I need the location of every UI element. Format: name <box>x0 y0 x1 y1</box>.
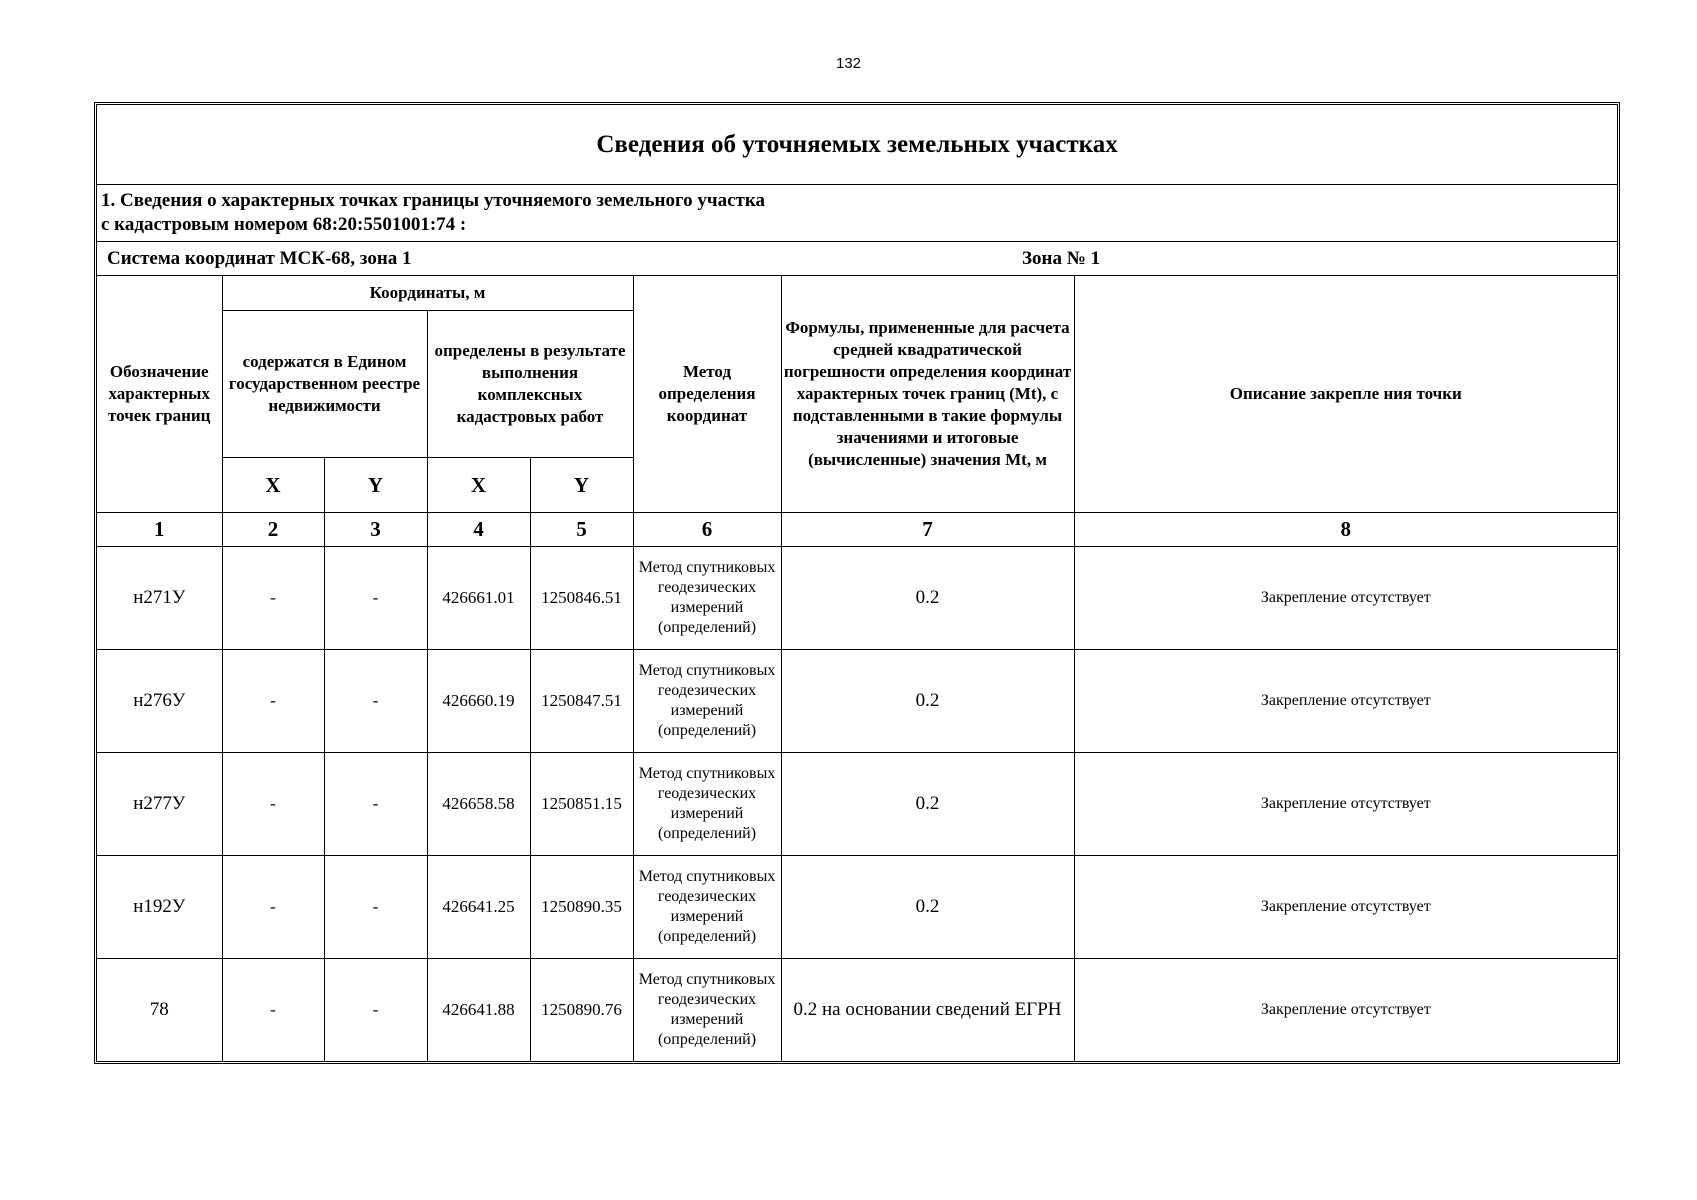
point-id: н277У <box>97 753 222 856</box>
fixation-description: Закрепление отсутствует <box>1074 547 1617 650</box>
mt-value: 0.2 <box>781 547 1074 650</box>
fixation-description: Закрепление отсутствует <box>1074 650 1617 753</box>
zone-label: Зона № 1 <box>1022 247 1101 269</box>
coordinate-system-row <box>97 242 1617 276</box>
section-heading <box>97 185 1617 242</box>
table-row <box>97 650 1617 753</box>
coord-x: 426661.01 <box>427 547 530 650</box>
point-id: н271У <box>97 547 222 650</box>
table-row <box>97 547 1617 650</box>
fixation-description: Закрепление отсутствует <box>1074 959 1617 1062</box>
coord-x: 426660.19 <box>427 650 530 753</box>
mt-value: 0.2 <box>781 753 1074 856</box>
method: Метод спутниковых геодезических измерений (определений) <box>633 547 781 650</box>
parcel-points-table <box>97 105 1617 1061</box>
egrn-x: - <box>222 753 324 856</box>
egrn-x: - <box>222 959 324 1062</box>
egrn-x: - <box>222 856 324 959</box>
column-number: 8 <box>1074 513 1617 547</box>
section-heading-line2: с кадастровым номером 68:20:5501001:74 : <box>101 214 467 235</box>
egrn-x: - <box>222 650 324 753</box>
column-number: 6 <box>633 513 781 547</box>
point-id: 78 <box>97 959 222 1062</box>
column-number: 3 <box>324 513 427 547</box>
egrn-y: - <box>324 856 427 959</box>
header-formulas: Формулы, примененные для расчета средней квадратической погрешности определения координат характерных точек границ (Mt), с подставленными в такие формулы значениями и итоговые (вычисленные) значения Mt, м <box>781 276 1074 513</box>
mt-value: 0.2 <box>781 856 1074 959</box>
egrn-y: - <box>324 753 427 856</box>
coord-y: 1250846.51 <box>530 547 633 650</box>
egrn-x: - <box>222 547 324 650</box>
column-number: 7 <box>781 513 1074 547</box>
method: Метод спутниковых геодезических измерений (определений) <box>633 753 781 856</box>
fixation-description: Закрепление отсутствует <box>1074 856 1617 959</box>
egrn-y: - <box>324 650 427 753</box>
method: Метод спутниковых геодезических измерений (определений) <box>633 959 781 1062</box>
coordinate-system: Система координат МСК-68, зона 1 <box>107 247 412 269</box>
method: Метод спутниковых геодезических измерений (определений) <box>633 650 781 753</box>
document-frame <box>94 102 1620 1064</box>
point-id: н276У <box>97 650 222 753</box>
column-number: 2 <box>222 513 324 547</box>
header-description: Описание закрепле ния точки <box>1074 276 1617 513</box>
coord-x: 426641.25 <box>427 856 530 959</box>
header-determined: определены в результате выполнения комплексных кадастровых работ <box>427 311 633 458</box>
column-number: 5 <box>530 513 633 547</box>
table-row <box>97 959 1617 1062</box>
coord-y: 1250890.35 <box>530 856 633 959</box>
header-point-designation: Обозначение характерных точек границ <box>97 276 222 513</box>
header-egrn-y: Y <box>324 458 427 513</box>
mt-value: 0.2 на основании сведений ЕГРН <box>781 959 1074 1062</box>
column-numbers-row <box>97 513 1617 547</box>
header-egrn-x: X <box>222 458 324 513</box>
coord-y: 1250847.51 <box>530 650 633 753</box>
header-coordinates: Координаты, м <box>222 276 633 311</box>
header-determined-y: Y <box>530 458 633 513</box>
header-method: Метод определения координат <box>633 276 781 513</box>
coord-y: 1250851.15 <box>530 753 633 856</box>
fixation-description: Закрепление отсутствует <box>1074 753 1617 856</box>
header-in-egrn: содержатся в Едином государственном реестре недвижимости <box>222 311 427 458</box>
page-number: 132 <box>835 55 862 72</box>
column-number: 4 <box>427 513 530 547</box>
coord-x: 426641.88 <box>427 959 530 1062</box>
point-id: н192У <box>97 856 222 959</box>
method: Метод спутниковых геодезических измерений (определений) <box>633 856 781 959</box>
header-determined-x: X <box>427 458 530 513</box>
document-title: Сведения об уточняемых земельных участках <box>97 105 1617 185</box>
coord-y: 1250890.76 <box>530 959 633 1062</box>
egrn-y: - <box>324 547 427 650</box>
section-heading-line1: 1. Сведения о характерных точках границы уточняемого земельного участка <box>101 190 766 211</box>
egrn-y: - <box>324 959 427 1062</box>
table-row <box>97 753 1617 856</box>
column-number: 1 <box>97 513 222 547</box>
mt-value: 0.2 <box>781 650 1074 753</box>
table-row <box>97 856 1617 959</box>
coord-x: 426658.58 <box>427 753 530 856</box>
